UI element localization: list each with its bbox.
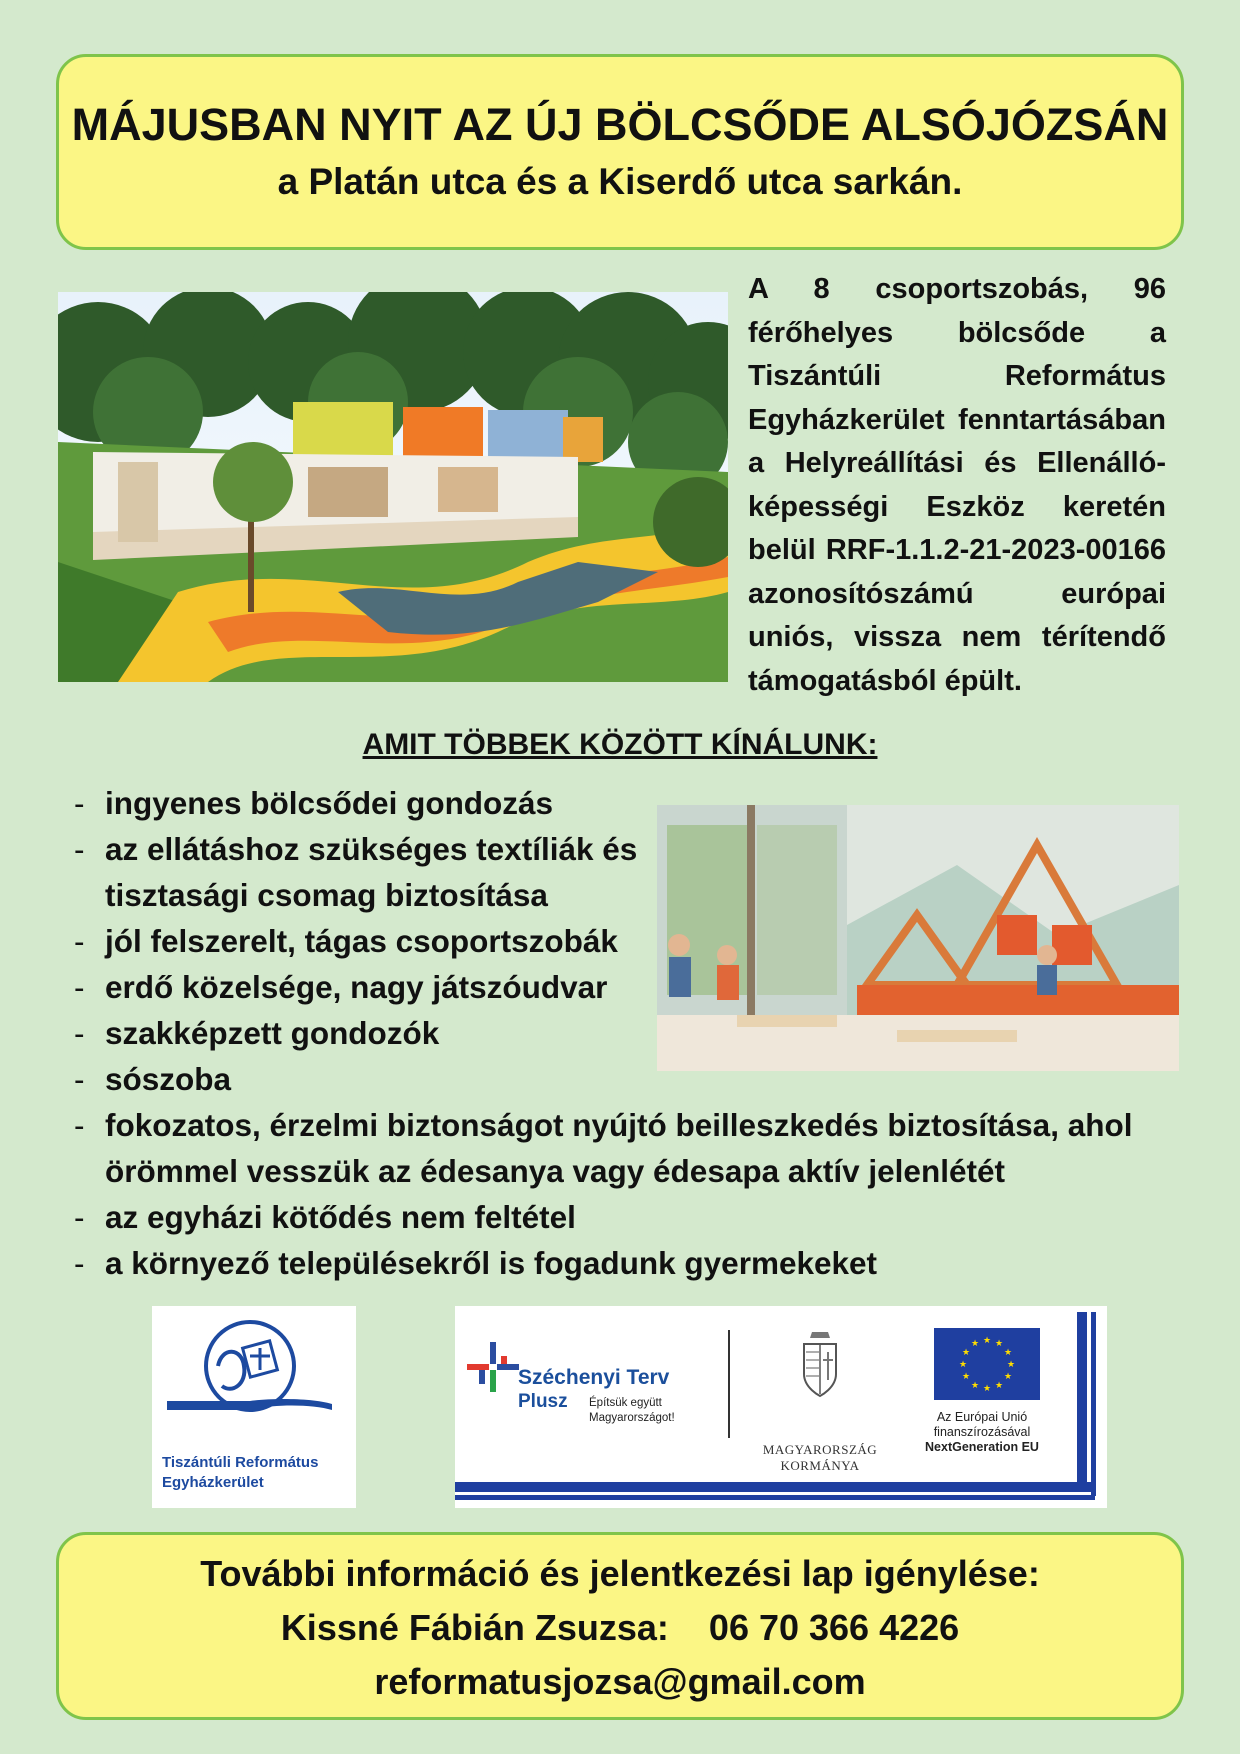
- offers-heading: AMIT TÖBBEK KÖZÖTT KÍNÁLUNK:: [362, 728, 878, 761]
- svg-text:★: ★: [970, 1381, 980, 1391]
- government-line1: MAGYARORSZÁG: [762, 1442, 878, 1457]
- list-item: - fokozatos, érzelmi biztonságot nyújtó beilleszkedés biztosítása, ahol örömmel vesszük az édesanya vagy édesapa aktív jelenlétét: [72, 1102, 1172, 1194]
- svg-text:★: ★: [961, 1372, 971, 1382]
- szechenyi-cross-icon: [465, 1338, 525, 1398]
- svg-text:★: ★: [961, 1348, 971, 1358]
- church-name-line1: Tiszántúli Református: [162, 1454, 319, 1471]
- list-item: - ingyenes bölcsődei gondozás: [72, 780, 1172, 826]
- logo-divider: [728, 1330, 730, 1438]
- eu-flag-icon: [934, 1328, 1040, 1400]
- church-name-line2: Egyházkerület: [162, 1474, 264, 1491]
- szechenyi-slogan-line1: Építsük együtt: [589, 1397, 662, 1409]
- logo-bottom-stripe-thin: [455, 1495, 1095, 1500]
- szechenyi-slogan-line2: Magyarországot!: [589, 1412, 675, 1424]
- list-item: - sószoba: [72, 1056, 1172, 1102]
- eu-line2: finanszírozásával: [933, 1425, 1031, 1439]
- svg-text:★: ★: [958, 1360, 968, 1370]
- logo-right-stripe: [1077, 1312, 1087, 1492]
- nursery-exterior-image: [58, 292, 728, 682]
- church-logo: [152, 1306, 356, 1508]
- list-item: - szakképzett gondozók: [72, 1010, 1172, 1056]
- government-line2: KORMÁNYA: [780, 1458, 860, 1473]
- svg-text:★: ★: [994, 1339, 1004, 1349]
- szechenyi-title: Széchenyi Terv: [518, 1366, 670, 1389]
- page-subtitle: a Platán utca és a Kiserdő utca sarkán.: [277, 161, 963, 202]
- logo-right-stripe-thin: [1091, 1312, 1096, 1496]
- svg-text:★: ★: [1003, 1372, 1013, 1382]
- coat-of-arms-icon: [800, 1330, 840, 1400]
- svg-text:★: ★: [994, 1381, 1004, 1391]
- project-description: A 8 csoportszobás, 96 férőhelyes bölcsőde a Tiszántúli Református Egyházkerület fenntartásában a Helyreállítási és Ellenálló-képességi Eszköz keretén belül RRF-1.1.2-21-2023-00166 azonosítószámú európai uniós, vissza nem térítendő támogatásból épült.: [748, 273, 1166, 697]
- szechenyi-plus: Plusz: [518, 1391, 568, 1412]
- contact-name: Kissné Fábián Zsuzsa:: [280, 1607, 669, 1648]
- list-item: - erdő közelsége, nagy játszóudvar: [72, 964, 1172, 1010]
- szechenyi-slogan: [589, 1396, 709, 1426]
- svg-text:★: ★: [1006, 1360, 1016, 1370]
- eu-caption: [912, 1410, 1052, 1455]
- contact-banner: [56, 1532, 1184, 1720]
- page-title: MÁJUSBAN NYIT AZ ÚJ BÖLCSŐDE ALSÓJÓZSÁN: [71, 99, 1169, 150]
- list-item: - az ellátáshoz szükséges textíliák és tisztasági csomag biztosítása: [72, 826, 665, 918]
- svg-text:★: ★: [1003, 1348, 1013, 1358]
- svg-text:★: ★: [982, 1384, 992, 1394]
- contact-phone: 06 70 366 4226: [708, 1607, 960, 1648]
- svg-text:★: ★: [970, 1339, 980, 1349]
- svg-text:★: ★: [982, 1336, 992, 1346]
- eu-line1: Az Európai Unió: [936, 1410, 1028, 1424]
- list-item: - jól felszerelt, tágas csoportszobák: [72, 918, 1172, 964]
- nursery-interior-image: [657, 805, 1179, 1071]
- funding-logos: [455, 1306, 1107, 1508]
- contact-email: reformatusjozsa@gmail.com: [374, 1661, 866, 1702]
- list-item: - a környező településekről is fogadunk gyermekeket: [72, 1240, 1172, 1286]
- logo-bottom-stripe: [455, 1482, 1095, 1492]
- government-caption: [755, 1442, 885, 1474]
- contact-heading: További információ és jelentkezési lap igénylése:: [200, 1553, 1040, 1594]
- header-banner: [56, 54, 1184, 250]
- eu-line3: NextGeneration EU: [925, 1440, 1039, 1454]
- contact-line: [59, 1601, 1181, 1655]
- list-item: - az egyházi kötődés nem feltétel: [72, 1194, 1172, 1240]
